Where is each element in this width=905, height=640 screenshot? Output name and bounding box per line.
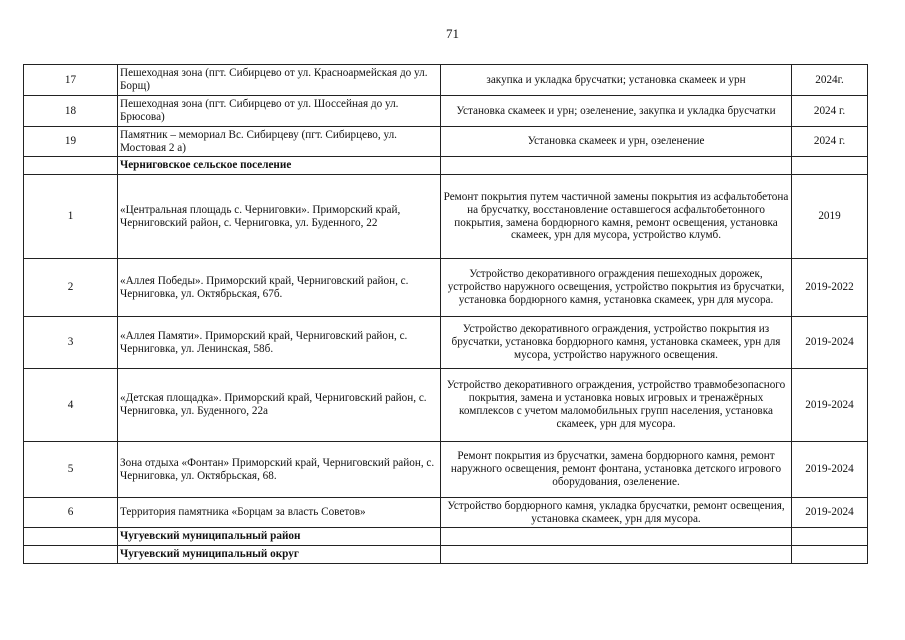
section-year-cell — [792, 528, 868, 546]
section-title: Чугуевский муниципальный район — [118, 528, 441, 546]
work-description: Установка скамеек и урн, озеленение — [441, 127, 792, 157]
section-row — [24, 528, 868, 546]
section-title: Чугуевский муниципальный округ — [118, 546, 441, 564]
row-number: 18 — [24, 96, 118, 127]
table-row — [24, 498, 868, 528]
program-table — [23, 64, 868, 564]
section-num-cell — [24, 528, 118, 546]
table-row — [24, 442, 868, 498]
work-description: Ремонт покрытия путем частичной замены покрытия из асфальтобетона на брусчатку, восстановление оставшегося асфальтобетонного покрытия, замена бордюрного камня, ремонт освещения, установка скамеек, урн для мусора, устройство клумб. — [441, 175, 792, 259]
object-description: Территория памятника «Борцам за власть Советов» — [118, 498, 441, 528]
row-number: 6 — [24, 498, 118, 528]
table-row — [24, 65, 868, 96]
work-description: Устройство бордюрного камня, укладка брусчатки, ремонт освещения, установка скамеек, урн для мусора. — [441, 498, 792, 528]
implementation-year: 2019-2024 — [792, 442, 868, 498]
work-description: Установка скамеек и урн; озеленение, закупка и укладка брусчатки — [441, 96, 792, 127]
implementation-year: 2024г. — [792, 65, 868, 96]
section-num-cell — [24, 546, 118, 564]
page-number: 71 — [446, 26, 459, 41]
table-row — [24, 96, 868, 127]
object-description: «Аллея Памяти». Приморский край, Черниговский район, с. Черниговка, ул. Ленинская, 58б. — [118, 317, 441, 369]
table-row — [24, 259, 868, 317]
implementation-year: 2024 г. — [792, 96, 868, 127]
implementation-year: 2019 — [792, 175, 868, 259]
work-description: Ремонт покрытия из брусчатки, замена бордюрного камня, ремонт наружного освещения, ремонт фонтана, установка детского игрового оборудования, озеленение. — [441, 442, 792, 498]
row-number: 17 — [24, 65, 118, 96]
work-description: Устройство декоративного ограждения пешеходных дорожек, устройство наружного освещения, устройство покрытия из брусчатки, установка бордюрного камня, установка скамеек, урн для мусора. — [441, 259, 792, 317]
row-number: 2 — [24, 259, 118, 317]
object-description: Пешеходная зона (пгт. Сибирцево от ул. Шоссейная до ул. Брюсова) — [118, 96, 441, 127]
section-row — [24, 157, 868, 175]
section-year-cell — [792, 546, 868, 564]
program-table-body — [24, 65, 868, 564]
object-description: Пешеходная зона (пгт. Сибирцево от ул. Красноармейская до ул. Борщ) — [118, 65, 441, 96]
section-work-cell — [441, 157, 792, 175]
table-row — [24, 175, 868, 259]
implementation-year: 2019-2022 — [792, 259, 868, 317]
table-row — [24, 317, 868, 369]
implementation-year: 2024 г. — [792, 127, 868, 157]
work-description: закупка и укладка брусчатки; установка скамеек и урн — [441, 65, 792, 96]
row-number: 4 — [24, 369, 118, 442]
object-description: «Детская площадка». Приморский край, Черниговский район, с. Черниговка, ул. Буденного, 22а — [118, 369, 441, 442]
row-number: 19 — [24, 127, 118, 157]
row-number: 5 — [24, 442, 118, 498]
section-title: Черниговское сельское поселение — [118, 157, 441, 175]
section-year-cell — [792, 157, 868, 175]
implementation-year: 2019-2024 — [792, 317, 868, 369]
table-row — [24, 127, 868, 157]
row-number: 1 — [24, 175, 118, 259]
implementation-year: 2019-2024 — [792, 498, 868, 528]
section-num-cell — [24, 157, 118, 175]
section-work-cell — [441, 528, 792, 546]
object-description: Зона отдыха «Фонтан» Приморский край, Черниговский район, с. Черниговка, ул. Октябрьская, 68. — [118, 442, 441, 498]
work-description: Устройство декоративного ограждения, устройство травмобезопасного покрытия, замена и установка новых игровых и тренажёрных комплексов с учетом маломобильных групп населения, установка скамеек, урн для мусора. — [441, 369, 792, 442]
section-row — [24, 546, 868, 564]
section-work-cell — [441, 546, 792, 564]
work-description: Устройство декоративного ограждения, устройство покрытия из брусчатки, установка бордюрного камня, установка скамеек, урн для мусора, устройство наружного освещения. — [441, 317, 792, 369]
row-number: 3 — [24, 317, 118, 369]
implementation-year: 2019-2024 — [792, 369, 868, 442]
object-description: Памятник – мемориал Вс. Сибирцеву (пгт. Сибирцево, ул. Мостовая 2 а) — [118, 127, 441, 157]
table-row — [24, 369, 868, 442]
object-description: «Аллея Победы». Приморский край, Черниговский район, с. Черниговка, ул. Октябрьская, 67б. — [118, 259, 441, 317]
object-description: «Центральная площадь с. Черниговки». Приморский край, Черниговский район, с. Черниговка, ул. Буденного, 22 — [118, 175, 441, 259]
